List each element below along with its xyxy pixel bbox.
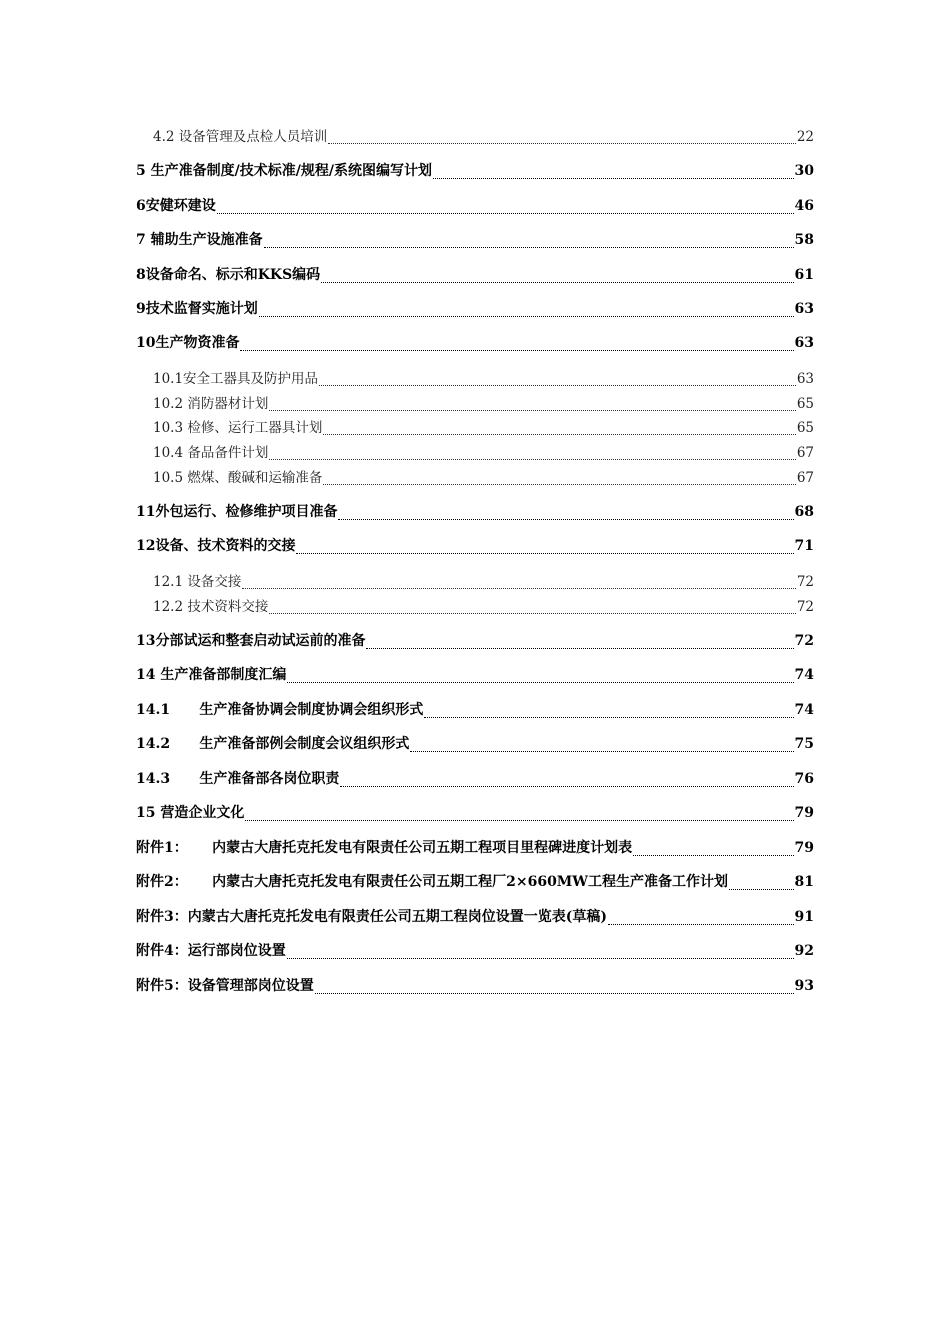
toc-entry-page: 65	[796, 396, 814, 412]
toc-leader-dots	[315, 993, 794, 994]
toc-entry-title: 7 辅助生产设施准备	[136, 232, 263, 248]
toc-entry[interactable]	[136, 195, 814, 219]
toc-entry-page: 22	[796, 129, 814, 145]
toc-entry-page: 74	[794, 702, 814, 718]
toc-leader-dots	[240, 350, 793, 351]
toc-entry[interactable]	[136, 699, 814, 723]
toc-entry-page: 67	[796, 445, 814, 461]
toc-entry[interactable]	[136, 229, 814, 253]
toc-leader-dots	[269, 613, 795, 614]
toc-entry-page: 63	[794, 301, 814, 317]
toc-entry[interactable]	[136, 264, 814, 288]
toc-entry-page: 65	[796, 420, 814, 436]
toc-leader-dots	[729, 889, 793, 890]
toc-entry-page: 61	[794, 267, 814, 283]
toc-entry[interactable]	[136, 416, 814, 440]
toc-entry[interactable]	[136, 630, 814, 654]
toc-entry-title: 8设备命名、标示和KKS编码	[136, 267, 321, 283]
toc-leader-dots	[433, 178, 794, 179]
toc-leader-dots	[245, 820, 793, 821]
toc-leader-dots	[633, 855, 793, 856]
toc-leader-dots	[321, 282, 793, 283]
toc-entry[interactable]	[136, 392, 814, 416]
toc-entry[interactable]	[136, 332, 814, 356]
toc-leader-dots	[287, 958, 794, 959]
toc-entry[interactable]	[136, 871, 814, 895]
toc-leader-dots	[340, 786, 793, 787]
toc-entry-title: 10.3 检修、运行工器具计划	[153, 420, 323, 436]
toc-entry-title: 14 生产准备部制度汇编	[136, 667, 287, 683]
toc-entry[interactable]	[136, 466, 814, 490]
toc-entry[interactable]	[136, 733, 814, 757]
toc-entry-page: 81	[794, 874, 814, 890]
toc-entry-page: 58	[794, 232, 814, 248]
toc-leader-dots	[296, 553, 793, 554]
toc-entry[interactable]	[136, 501, 814, 525]
toc-entry-page: 72	[794, 633, 814, 649]
toc-entry[interactable]	[136, 595, 814, 619]
toc-entry-page: 76	[794, 771, 814, 787]
toc-leader-dots	[217, 213, 794, 214]
toc-entry-page: 63	[796, 371, 814, 387]
toc-entry-title: 11外包运行、检修维护项目准备	[136, 504, 338, 520]
toc-entry-title: 13分部试运和整套启动试运前的准备	[136, 633, 366, 649]
toc-entry-page: 46	[794, 198, 814, 214]
toc-entry-page: 67	[796, 470, 814, 486]
toc-entry-title: 14.1 生产准备协调会制度协调会组织形式	[136, 702, 424, 718]
toc-leader-dots	[410, 751, 793, 752]
toc-entry[interactable]	[136, 768, 814, 792]
toc-entry-page: 30	[794, 163, 814, 179]
toc-entry-page: 71	[794, 538, 814, 554]
toc-entry-page: 75	[794, 736, 814, 752]
toc-entry[interactable]	[136, 160, 814, 184]
toc-entry[interactable]	[136, 298, 814, 322]
toc-leader-dots	[366, 648, 793, 649]
toc-entry-page: 72	[796, 599, 814, 615]
toc-entry[interactable]	[136, 940, 814, 964]
toc-leader-dots	[287, 682, 793, 683]
toc-entry-title: 12.1 设备交接	[153, 574, 242, 590]
toc-entry-title: 15 营造企业文化	[136, 805, 245, 821]
toc-entry-page: 72	[796, 574, 814, 590]
toc-leader-dots	[259, 316, 794, 317]
toc-entry[interactable]	[136, 802, 814, 826]
toc-entry-page: 79	[794, 840, 814, 856]
toc-entry-page: 79	[794, 805, 814, 821]
toc-leader-dots	[323, 434, 795, 435]
toc-entry-page: 91	[794, 909, 814, 925]
toc-entry[interactable]	[136, 664, 814, 688]
toc-entry-title: 附件4：运行部岗位设置	[136, 943, 286, 959]
toc-entry-title: 9技术监督实施计划	[136, 301, 258, 317]
toc-entry-title: 附件3：内蒙古大唐托克托发电有限责任公司五期工程岗位设置一览表(草稿)	[136, 909, 607, 925]
toc-entry[interactable]	[136, 125, 814, 149]
toc-entry-title: 10.4 备品备件计划	[153, 445, 269, 461]
toc-entry-title: 12设备、技术资料的交接	[136, 538, 296, 554]
toc-entry-title: 附件2： 内蒙古大唐托克托发电有限责任公司五期工程厂2×660MW工程生产准备工作计划	[136, 874, 729, 890]
toc-entry-title: 10生产物资准备	[136, 335, 240, 351]
toc-entry-page: 92	[794, 943, 814, 959]
toc-entry-title: 6安健环建设	[136, 198, 216, 214]
toc-entry[interactable]	[136, 570, 814, 594]
toc-entry[interactable]	[136, 837, 814, 861]
toc-leader-dots	[424, 717, 793, 718]
toc-entry-title: 4.2 设备管理及点检人员培训	[153, 129, 328, 145]
toc-entry-page: 93	[794, 978, 814, 994]
toc-entry-title: 10.5 燃煤、酸碱和运输准备	[153, 470, 323, 486]
toc-entry[interactable]	[136, 906, 814, 930]
toc-leader-dots	[269, 459, 795, 460]
toc-entry-title: 附件5：设备管理部岗位设置	[136, 978, 314, 994]
toc-entry[interactable]	[136, 975, 814, 999]
toc-entry[interactable]	[136, 441, 814, 465]
toc-leader-dots	[328, 143, 796, 144]
toc-entry-title: 14.2 生产准备部例会制度会议组织形式	[136, 736, 410, 752]
toc-entry-title: 14.3 生产准备部各岗位职责	[136, 771, 340, 787]
toc-entry-title: 5 生产准备制度/技术标准/规程/系统图编写计划	[136, 163, 432, 179]
toc-leader-dots	[338, 519, 793, 520]
toc-entry[interactable]	[136, 367, 814, 391]
toc-entry-title: 10.2 消防器材计划	[153, 396, 269, 412]
toc-leader-dots	[608, 924, 794, 925]
toc-leader-dots	[264, 247, 794, 248]
toc-entry-title: 10.1安全工器具及防护用品	[153, 371, 319, 387]
toc-entry-page: 63	[794, 335, 814, 351]
toc-entry[interactable]	[136, 535, 814, 559]
toc-leader-dots	[242, 588, 795, 589]
toc-leader-dots	[269, 410, 795, 411]
toc-entry-page: 74	[794, 667, 814, 683]
toc-entry-title: 12.2 技术资料交接	[153, 599, 269, 615]
toc-entry-page: 68	[794, 504, 814, 520]
toc-leader-dots	[323, 484, 795, 485]
toc-entry-title: 附件1： 内蒙古大唐托克托发电有限责任公司五期工程项目里程碑进度计划表	[136, 840, 633, 856]
toc-leader-dots	[319, 385, 796, 386]
